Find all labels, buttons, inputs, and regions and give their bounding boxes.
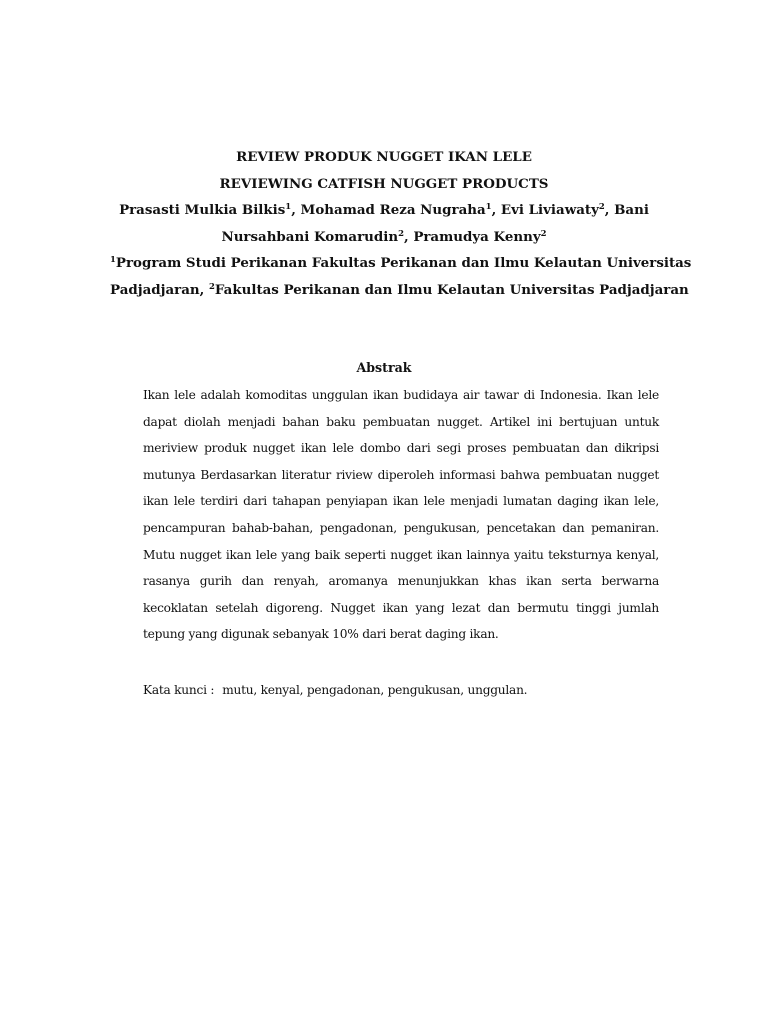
abstract-body bbox=[143, 382, 659, 648]
abstract-line: dapat diolah menjadi bahan baku pembuatan nugget. Artikel ini bertujuan untuk bbox=[143, 414, 659, 429]
paper-title-indonesian: REVIEW PRODUK NUGGET IKAN LELE bbox=[236, 149, 532, 165]
author-name: Nursahbani Komarudin bbox=[221, 228, 399, 245]
abstract-line: tepung yang digunak sebanyak 10% dari berat daging ikan. bbox=[143, 627, 499, 642]
abstract-heading: Abstrak bbox=[356, 360, 412, 375]
author-affiliation-marker: 2 bbox=[598, 202, 605, 212]
abstract-line: rasanya gurih dan renyah, aromanya menunjukkan khas ikan serta berwarna bbox=[143, 574, 659, 589]
author-affiliation-marker: 2 bbox=[398, 228, 404, 239]
author-name: Mohamad Reza Nugraha bbox=[300, 202, 486, 218]
affiliation-text: Program Studi Perikanan Fakultas Perikanan dan Ilmu Kelautan Universitas bbox=[115, 255, 692, 271]
affiliation-text: Padjadjaran, bbox=[110, 281, 205, 298]
affiliation-marker: 2 bbox=[208, 281, 215, 292]
affiliation-text: Fakultas Perikanan dan Ilmu Kelautan Universitas Padjadjaran bbox=[214, 281, 689, 298]
abstract-line: meriview produk nugget ikan lele dombo dari segi proses pembuatan dan dikripsi bbox=[143, 441, 659, 456]
author-line-2: Nursahbani Komarudin$^2$, Pramudya Kenny$^2$ bbox=[221, 228, 547, 245]
abstract-line: ikan lele terdiri dari tahapan penyiapan ikan lele menjadi lumatan daging ikan lele, bbox=[143, 494, 659, 509]
keywords-line bbox=[143, 680, 527, 700]
author-affiliation-marker: 2 bbox=[540, 228, 547, 239]
keywords-label: Kata kunci : bbox=[143, 683, 215, 697]
paper-header bbox=[110, 144, 692, 303]
affiliation-marker: 1 bbox=[110, 255, 116, 265]
abstract-line: mutunya Berdasarkan literatur riview diperoleh informasi bahwa pembuatan nugget bbox=[143, 467, 659, 482]
abstract-line: kecoklatan setelah digoreng. Nugget ikan yang lezat dan bermutu tinggi jumlah bbox=[143, 600, 659, 615]
affiliation-line-1 bbox=[110, 250, 692, 277]
affiliation-line-2 bbox=[110, 277, 689, 304]
abstract-line: pencampuran bahab-bahan, pengadonan, pengukusan, pencetakan dan pemaniran. bbox=[143, 520, 659, 535]
author-name: Bani bbox=[614, 202, 649, 218]
abstract-line: Ikan lele adalah komoditas unggulan ikan budidaya air tawar di Indonesia. Ikan lele bbox=[143, 388, 659, 402]
abstract-line: Mutu nugget ikan lele yang baik seperti nugget ikan lainnya yaitu teksturnya kenyal, bbox=[143, 547, 659, 562]
author-name: Prasasti Mulkia Bilkis bbox=[119, 202, 286, 218]
paper-title-english: REVIEWING CATFISH NUGGET PRODUCTS bbox=[219, 175, 549, 192]
keywords-value: mutu, kenyal, pengadonan, pengukusan, unggulan. bbox=[222, 683, 528, 697]
author-name: Pramudya Kenny bbox=[413, 228, 541, 245]
author-name: Evi Liviawaty bbox=[500, 202, 599, 218]
author-affiliation-marker: 1 bbox=[285, 202, 292, 212]
author-affiliation-marker: 1 bbox=[485, 202, 492, 212]
author-line-1: Prasasti Mulkia Bilkis$^1$, Mohamad Reza Nugraha$^1$, Evi Liviawaty$^2$, Bani bbox=[119, 202, 649, 218]
